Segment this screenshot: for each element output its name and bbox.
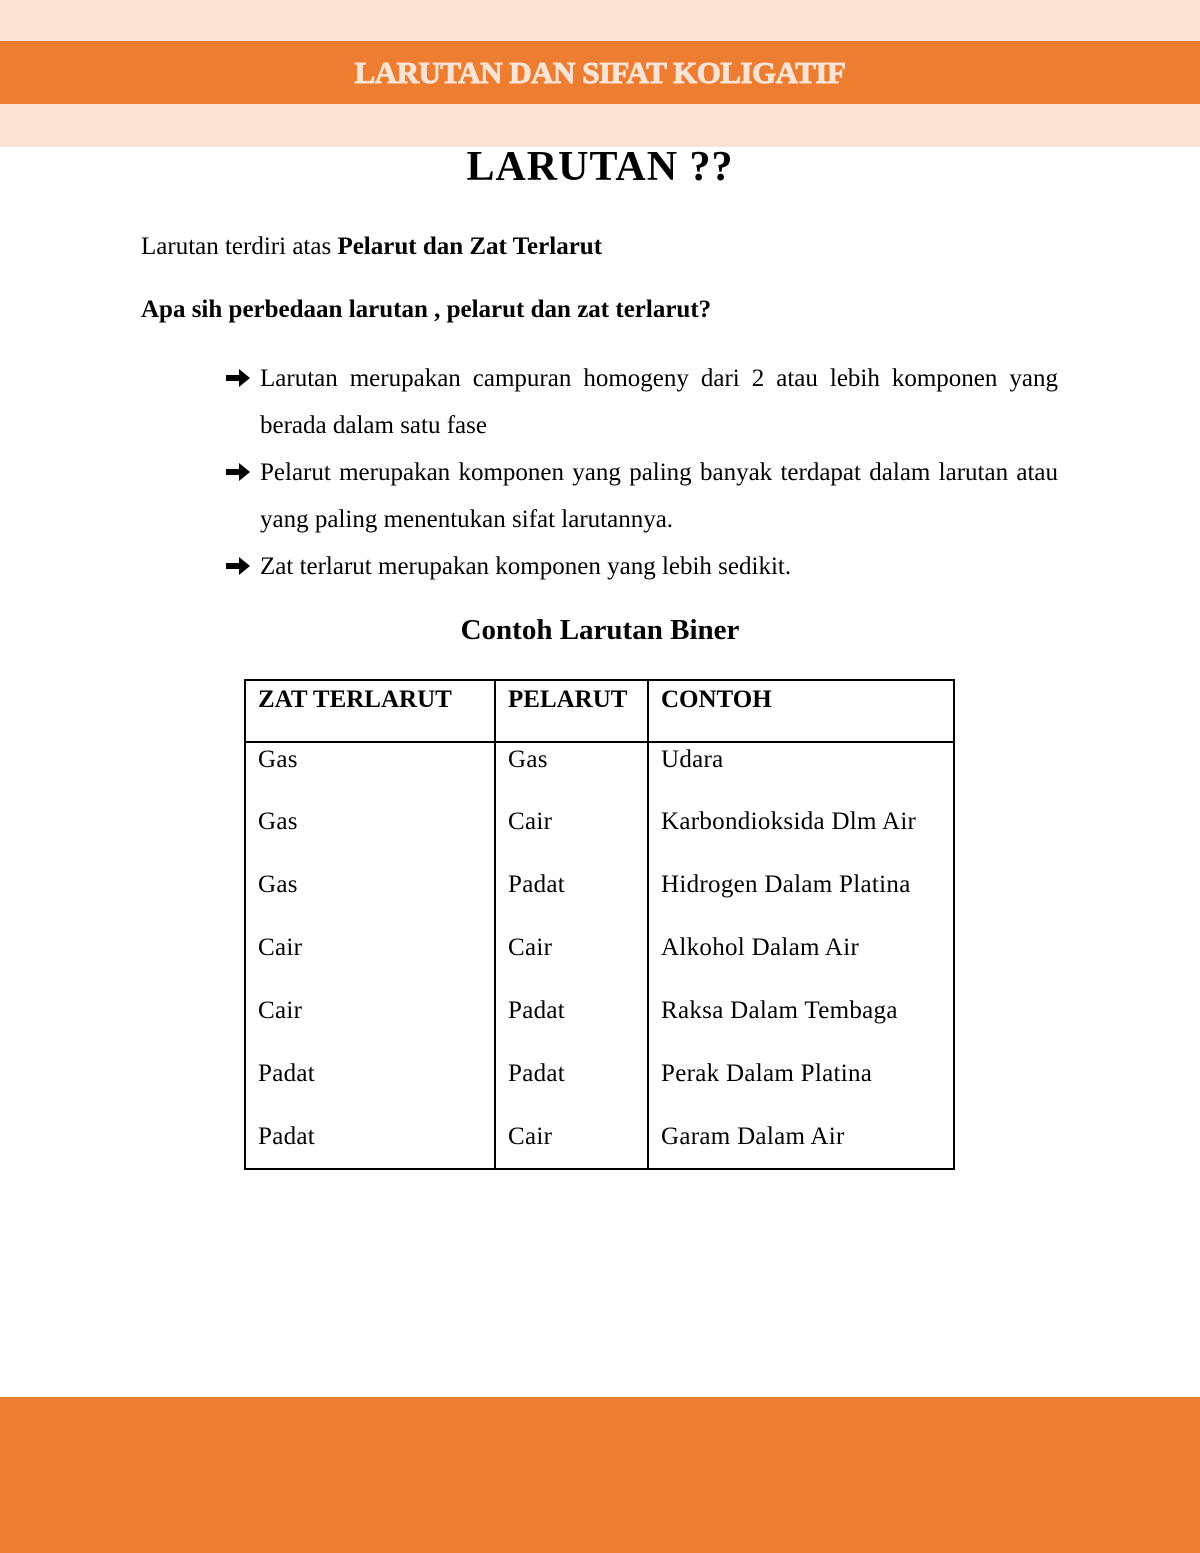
arrow-right-icon	[224, 461, 252, 483]
header-cell-pelarut: PELARUT	[495, 680, 648, 742]
table-cell: Perak Dalam Platina	[648, 1057, 954, 1120]
table-header-row	[245, 680, 954, 742]
table-row	[245, 742, 954, 805]
header-cell-contoh: CONTOH	[648, 680, 954, 742]
table-cell: Cair	[245, 994, 495, 1057]
question-heading: Apa sih perbedaan larutan , pelarut dan zat terlarut?	[141, 296, 712, 323]
definition-text: Pelarut merupakan komponen yang paling banyak terdapat dalam larutan atau yang paling menentukan sifat larutannya.	[260, 459, 1058, 533]
definition-list	[222, 355, 1058, 590]
table-cell: Alkohol Dalam Air	[648, 931, 954, 994]
table-cell: Padat	[495, 1057, 648, 1120]
header-bar	[0, 41, 1200, 104]
table-row	[245, 1057, 954, 1120]
arrow-right-icon	[224, 555, 252, 577]
table-row	[245, 994, 954, 1057]
definition-item	[222, 355, 1058, 449]
definition-text: Zat terlarut merupakan komponen yang lebih sedikit.	[260, 553, 792, 580]
table-cell: Udara	[648, 742, 954, 805]
intro-bold-text: Pelarut dan Zat Terlarut	[337, 233, 603, 260]
table-cell: Padat	[245, 1120, 495, 1169]
table-title: Contoh Larutan Biner	[460, 614, 740, 646]
definition-item	[222, 449, 1058, 543]
table-cell: Cair	[495, 1120, 648, 1169]
table-cell: Cair	[495, 931, 648, 994]
header-title: LARUTAN DAN SIFAT KOLIGATIF	[354, 54, 846, 90]
table-row	[245, 1120, 954, 1169]
table-cell: Gas	[245, 742, 495, 805]
definition-text: Larutan merupakan campuran homogeny dari 2 atau lebih komponen yang berada dalam satu fase	[260, 365, 1058, 439]
table-cell: Padat	[495, 994, 648, 1057]
table-row	[245, 868, 954, 931]
intro-text: Larutan terdiri atas	[141, 233, 338, 260]
definition-item	[222, 543, 1058, 590]
table-cell: Padat	[245, 1057, 495, 1120]
table-cell: Garam Dalam Air	[648, 1120, 954, 1169]
page-title: LARUTAN ??	[466, 144, 734, 190]
table-row	[245, 805, 954, 868]
table-cell: Hidrogen Dalam Platina	[648, 868, 954, 931]
table-row	[245, 931, 954, 994]
table-cell: Karbondioksida Dlm Air	[648, 805, 954, 868]
table-cell: Gas	[245, 805, 495, 868]
table-cell: Gas	[495, 742, 648, 805]
footer-bar	[0, 1397, 1200, 1553]
header-cell-zat-terlarut: ZAT TERLARUT	[245, 680, 495, 742]
binary-solution-table	[244, 679, 955, 1170]
table-cell: Gas	[245, 868, 495, 931]
table-cell: Raksa Dalam Tembaga	[648, 994, 954, 1057]
arrow-right-icon	[224, 367, 252, 389]
table-cell: Padat	[495, 868, 648, 931]
table-cell: Cair	[245, 931, 495, 994]
table-cell: Cair	[495, 805, 648, 868]
intro-paragraph	[141, 230, 602, 264]
